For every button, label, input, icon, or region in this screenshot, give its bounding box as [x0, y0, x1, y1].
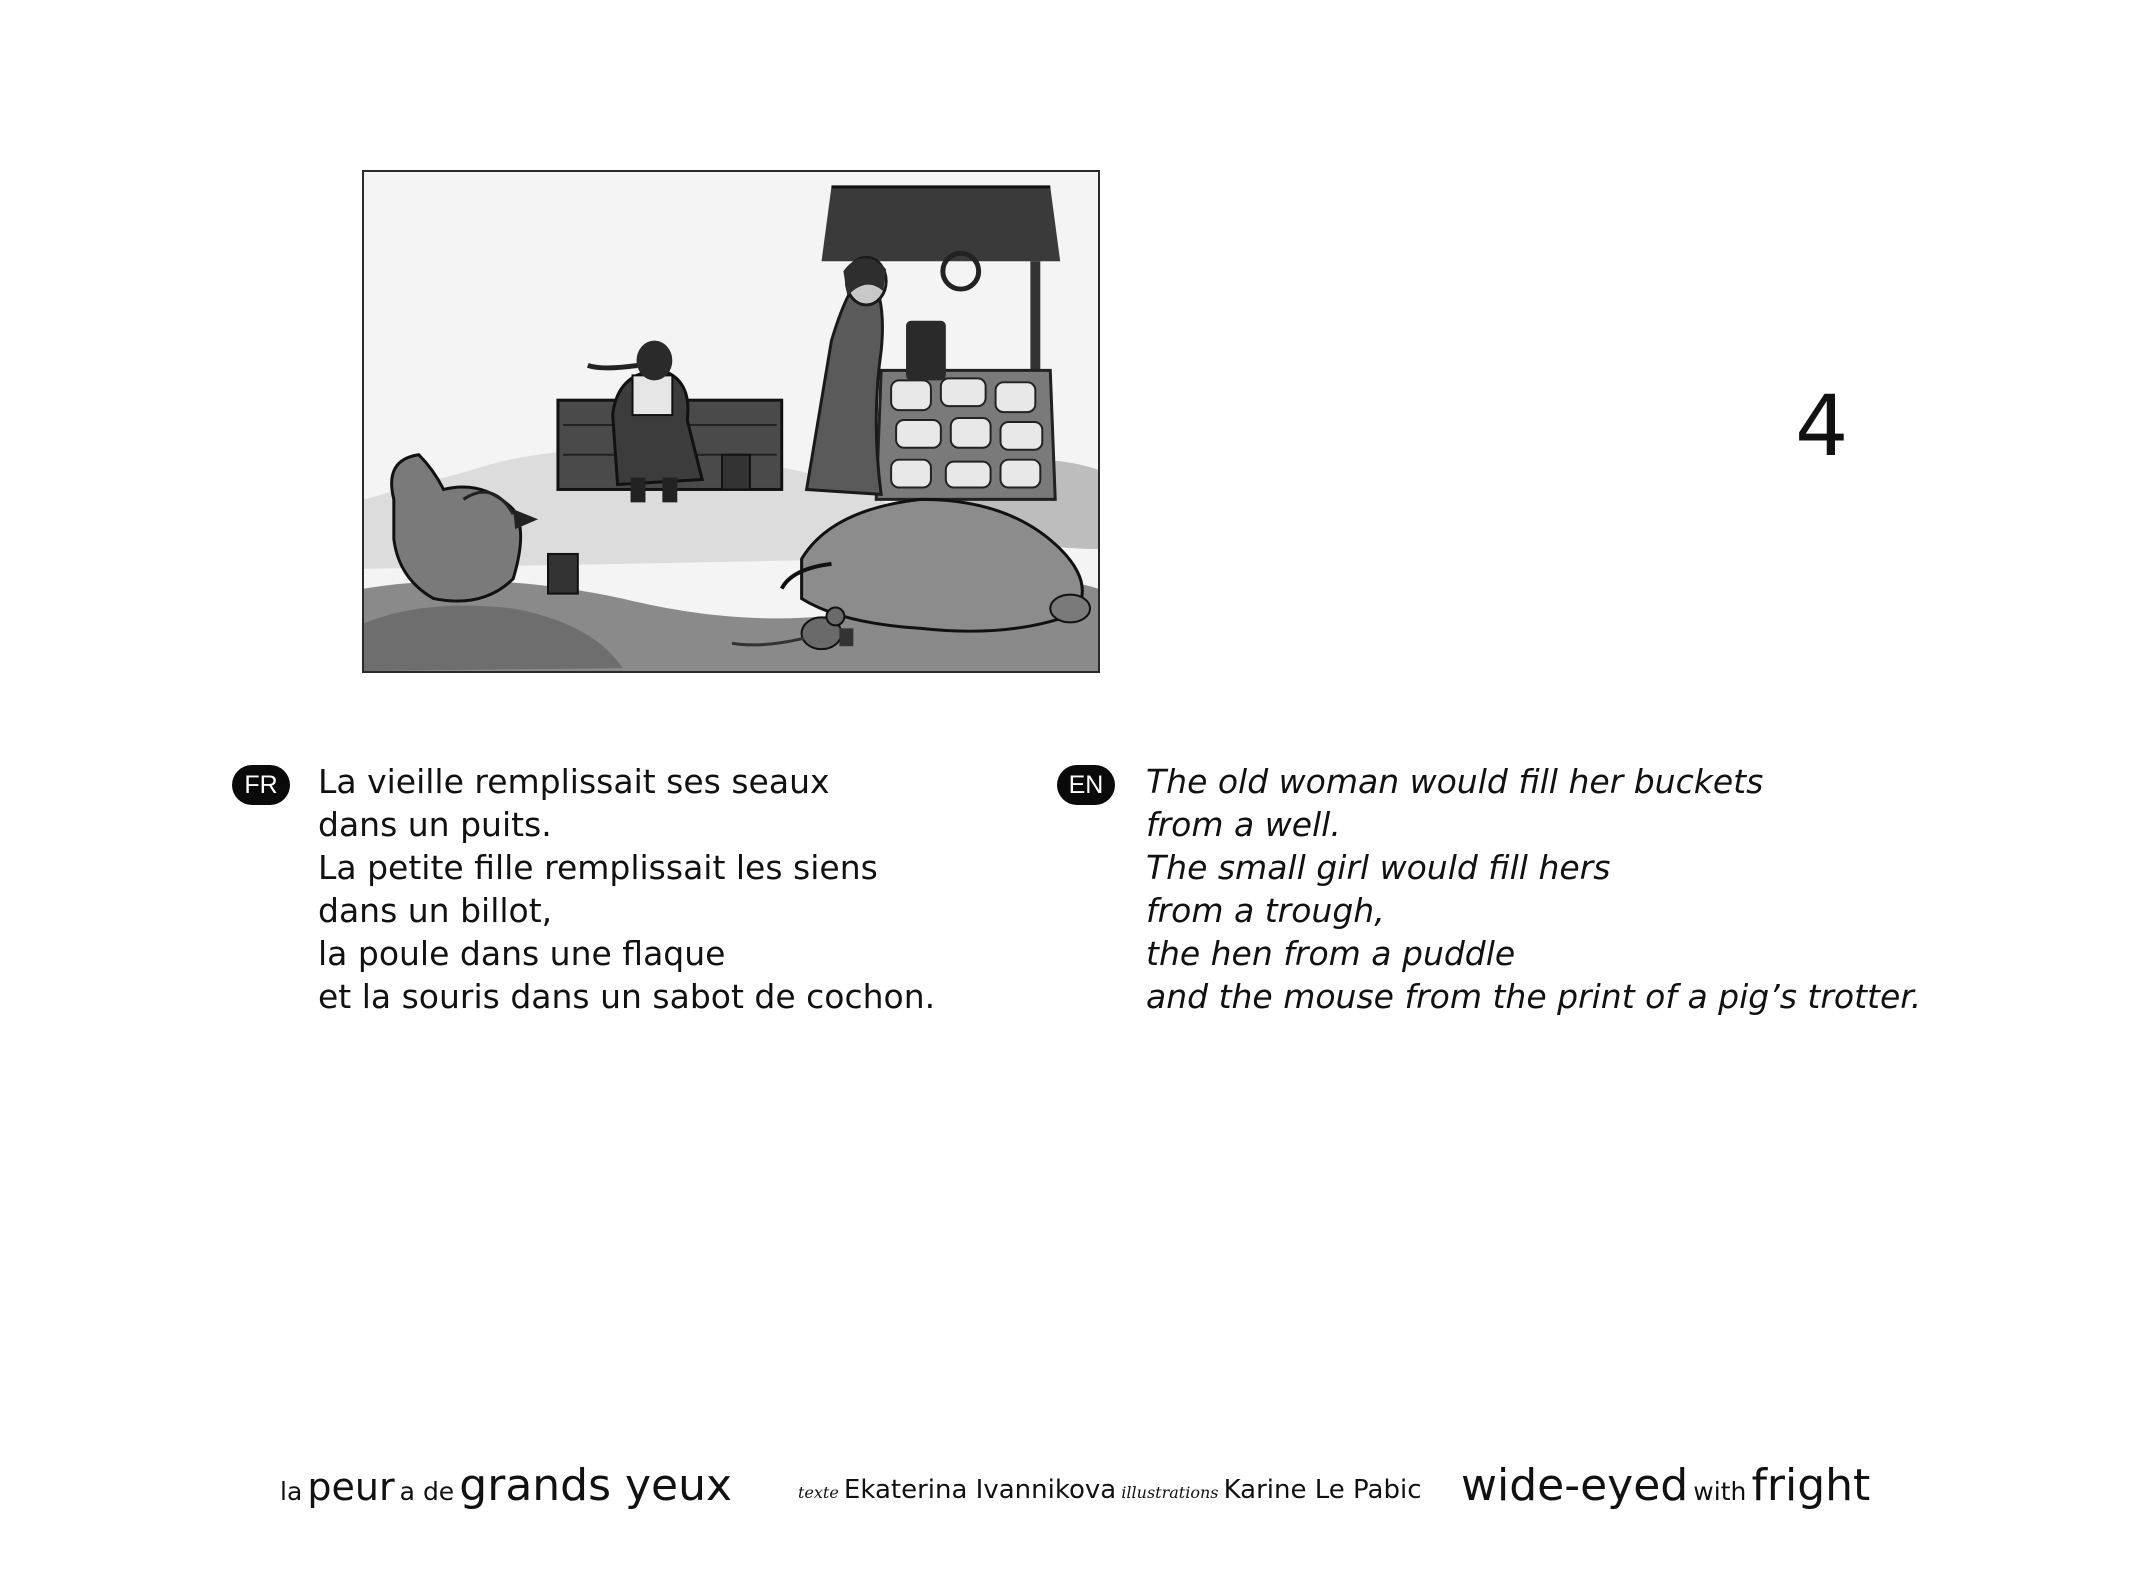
title-word: with	[1693, 1477, 1747, 1506]
page-number: 4	[1795, 377, 1849, 475]
poem-line: and the mouse from the print of a pig’s trotter.	[1146, 977, 1922, 1016]
poem-line: dans un billot,	[318, 891, 553, 930]
lang-badge-fr: FR	[232, 765, 290, 805]
credit-author: Ekaterina Ivannikova	[843, 1475, 1117, 1505]
poem-line: from a well.	[1146, 805, 1341, 844]
title-word: la	[280, 1477, 303, 1506]
hen-bucket	[548, 554, 578, 594]
book-title-en	[1461, 1460, 1870, 1511]
credit-illustrator: Karine Le Pabic	[1223, 1475, 1422, 1505]
poem-en	[1146, 760, 1921, 1018]
title-word: grands yeux	[459, 1460, 733, 1511]
lang-badge-en: EN	[1057, 765, 1115, 805]
illustration	[362, 170, 1100, 673]
credit-text-label: texte	[798, 1483, 839, 1502]
title-word: peur	[307, 1465, 395, 1509]
poem-line: la poule dans une flaque	[318, 934, 726, 973]
credits	[798, 1475, 1422, 1505]
book-title-fr	[280, 1460, 732, 1511]
poem-line: dans un puits.	[318, 805, 552, 844]
credit-illustrations-label: illustrations	[1121, 1483, 1219, 1502]
illustration-drawing	[364, 172, 1098, 671]
poem-line: from a trough,	[1146, 891, 1385, 930]
poem-line: La vieille remplissait ses seaux	[318, 762, 830, 801]
poem-line: et la souris dans un sabot de cochon.	[318, 977, 936, 1016]
title-word: wide-eyed	[1461, 1460, 1689, 1511]
poem-line: the hen from a puddle	[1146, 934, 1516, 973]
poem-fr	[318, 760, 935, 1018]
poem-line: The small girl would fill hers	[1146, 848, 1611, 887]
poem-line: La petite fille remplissait les siens	[318, 848, 878, 887]
title-word: fright	[1751, 1460, 1871, 1511]
small-bucket	[722, 455, 750, 490]
poem-line: The old woman would fill her buckets	[1146, 762, 1764, 801]
title-word: a de	[399, 1477, 455, 1506]
